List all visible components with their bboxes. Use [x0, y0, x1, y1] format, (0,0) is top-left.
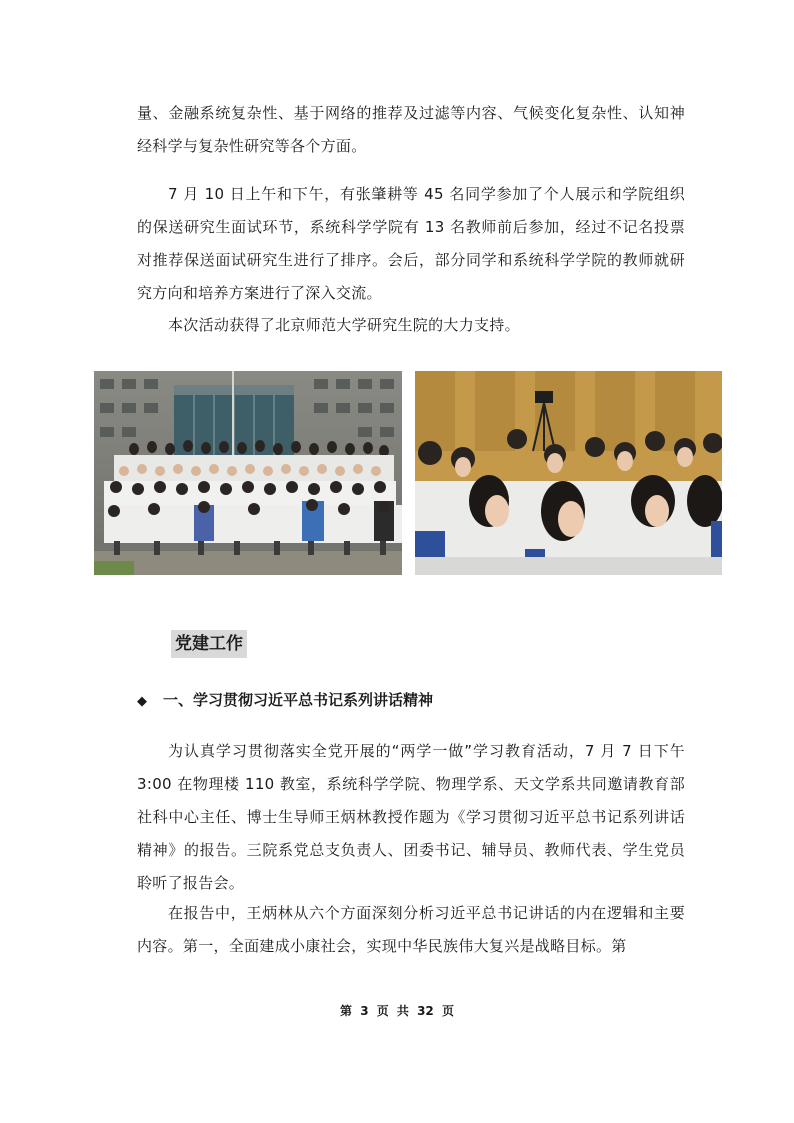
paragraph-lecture-content: 在报告中，王炳林从六个方面深刻分析习近平总书记讲话的内在逻辑和主要内容。第一，全面建成小康社会，实现中华民族伟大复兴是战略目标。第 [137, 904, 685, 955]
diamond-bullet-icon: ◆ [137, 694, 147, 709]
section-heading-party-building: 党建工作 [171, 630, 247, 658]
paragraph-research-areas: 量、金融系统复杂性、基于网络的推荐及过滤等内容、气候变化复杂性、认知神经科学与复杂性研究等各个方面。 [137, 104, 685, 155]
subheading-row [137, 688, 697, 714]
audience-photo [415, 371, 722, 575]
paragraph-interview: 7 月 10 日上午和下午，有张肇耕等 45 名同学参加了个人展示和学院组织的保送研究生面试环节，系统科学学院有 13 名教师前后参加，经过不记名投票对推荐保送面试研究生进行了排序。会后，部分同学和系统科学学院的教师就研究方向和培养方案进行了深入交流。 [137, 185, 685, 302]
subheading-text: 一、学习贯彻习近平总书记系列讲话精神 [163, 691, 434, 709]
page-footer: 第 3 页 共 32 页 [340, 1004, 454, 1018]
paragraph-lecture-report: 为认真学习贯彻落实全党开展的“两学一做”学习教育活动，7 月 7 日下午 3:00 在物理楼 110 教室，系统科学学院、物理学系、天文学系共同邀请教育部社科中心主任、博士生导师王炳林教授作题为《学习贯彻习近平总书记系列讲话精神》的报告。三院系党总支负责人、团委书记、辅导员、教师代表、学生党员聆听了报告会。 [137, 742, 685, 892]
group-photo [94, 371, 402, 575]
paragraph-support: 本次活动获得了北京师范大学研究生院的大力支持。 [168, 316, 520, 334]
